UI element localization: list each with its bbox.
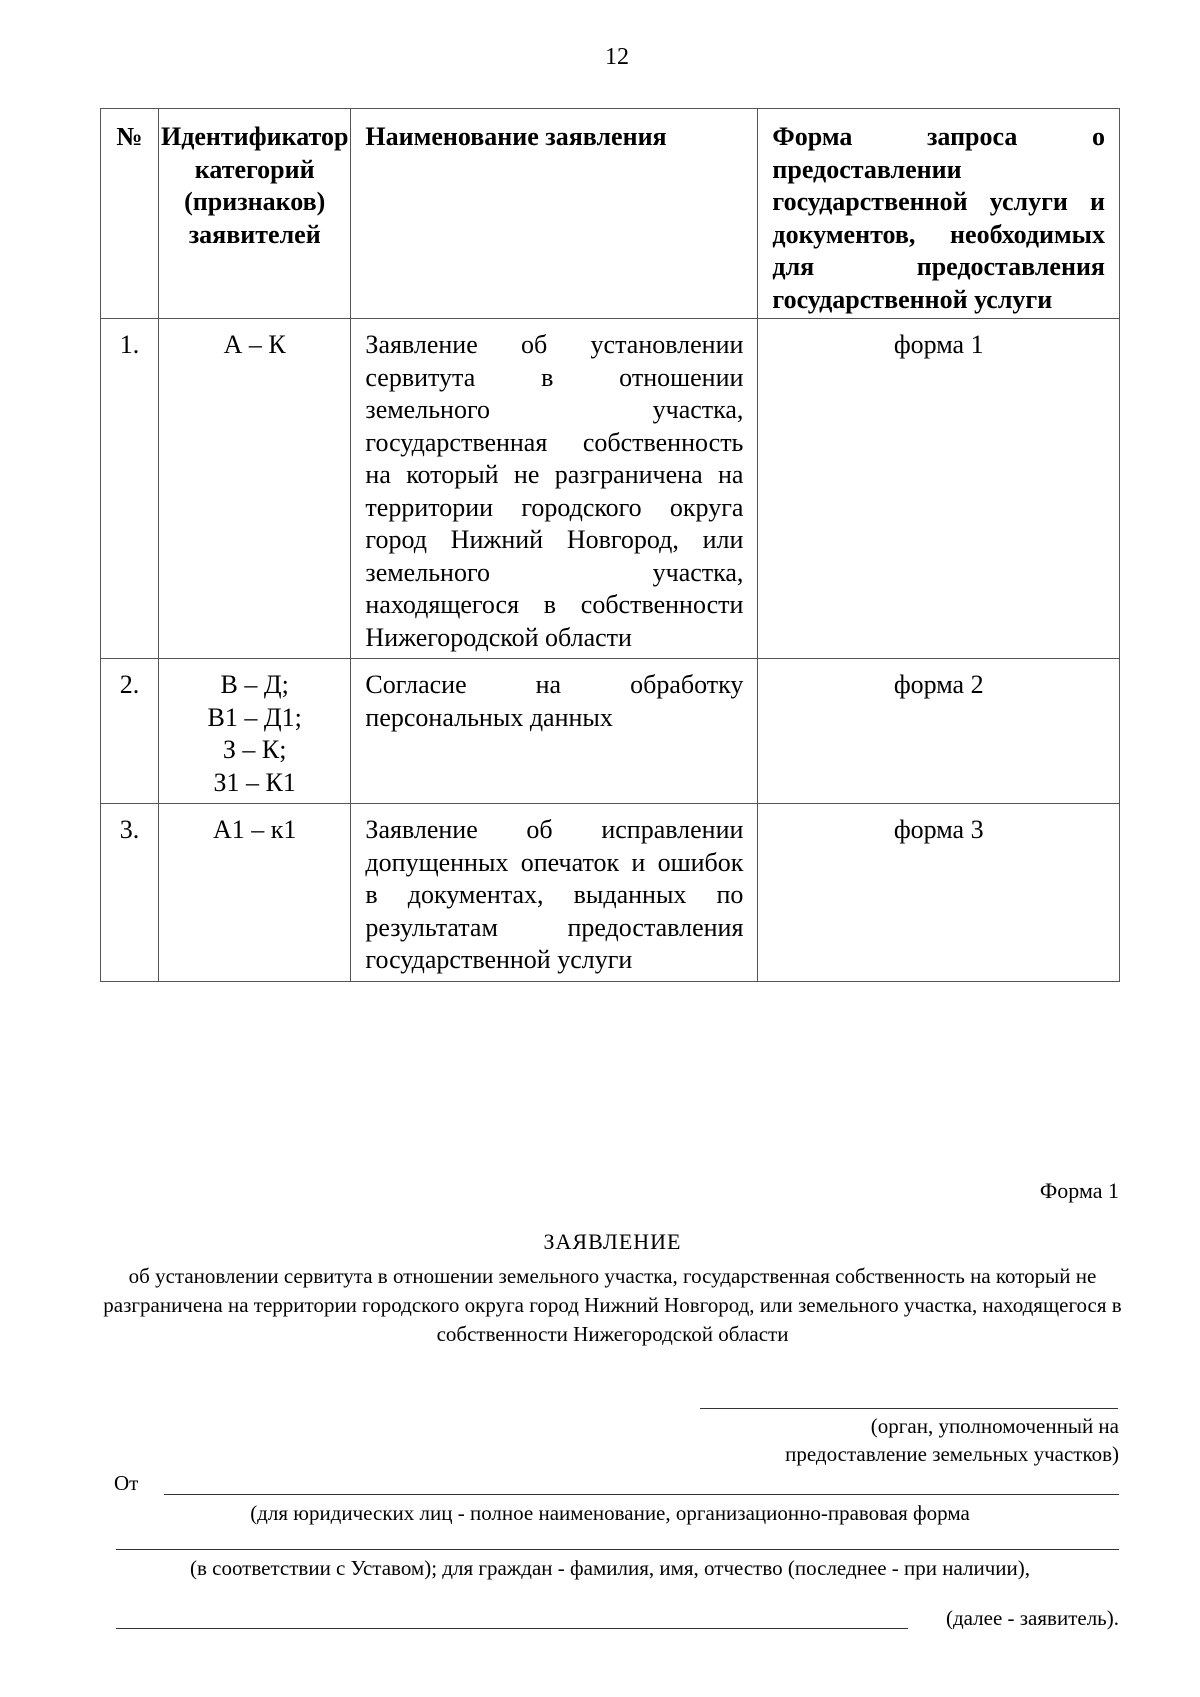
table-row [101,804,1120,982]
identifier-line: А1 – к1 [213,815,297,844]
legal-entity-caption: (для юридических лиц - полное наименование, организационно-правовая форма [250,1501,970,1525]
table-row [101,319,1120,659]
row-number: 3. [101,804,159,982]
applicant-blank-line[interactable] [116,1628,908,1629]
statement-subtitle: об установлении сервитута в отношении земельного участка, государственная собственность на который не разграничена на территории городского округа город Нижний Новгород, или земельного участка, находящегося в собственности Нижегородской области [103,1264,1122,1346]
identifier-line: З1 – К1 [213,767,296,797]
page-number: 12 [605,44,629,70]
header-identifier: Идентификатор категорий (признаков) заявителей [159,109,351,319]
header-number: № [101,109,159,319]
row-name: Согласие на обработку персональных данных [351,659,758,804]
row-form: форма 3 [758,804,1120,982]
authority-blank-line[interactable] [700,1408,1118,1409]
row-form: форма 2 [758,659,1120,804]
header-form: Форма запроса о предоставлении государственной услуги и документов, необходимых для предоставления государственной услуги [758,109,1120,319]
from-label: От [114,1471,139,1495]
row-number: 1. [101,319,159,659]
applications-table [100,108,1120,982]
row-form: форма 1 [758,319,1120,659]
row-number: 2. [101,659,159,804]
table-row [101,659,1120,804]
authority-caption-1: (орган, уполномоченный на [870,1414,1119,1438]
statement-heading [100,1228,1125,1349]
table-header-row [101,109,1120,319]
identifier-line: А – К [223,330,286,359]
form-label: Форма 1 [1039,1178,1119,1203]
name-blank-line[interactable] [116,1549,1119,1550]
applicant-caption: (далее - заявитель). [945,1606,1119,1630]
identifier-line: В – Д; [220,670,289,699]
header-name: Наименование заявления [351,109,758,319]
identifier-line: З – К; [222,735,287,764]
row-name: Заявление об исправлении допущенных опечаток и ошибок в документах, выданных по результатам предоставления государственной услуги [351,804,758,982]
statement-title: ЗАЯВЛЕНИЕ [543,1229,682,1254]
row-identifier [159,659,351,804]
from-blank-line[interactable] [164,1494,1119,1495]
row-identifier [159,319,351,659]
authority-caption-2: предоставление земельных участков) [785,1442,1119,1466]
charter-caption: (в соответствии с Уставом); для граждан - фамилия, имя, отчество (последнее - при наличии), [189,1556,1031,1580]
row-name: Заявление об установлении сервитута в отношении земельного участка, государственная собственность на который не разграничена на территории городского округа город Нижний Новгород, или земельного участка, находящегося в собственности Нижегородской области [351,319,758,659]
row-identifier [159,804,351,982]
identifier-line: В1 – Д1; [207,702,302,732]
